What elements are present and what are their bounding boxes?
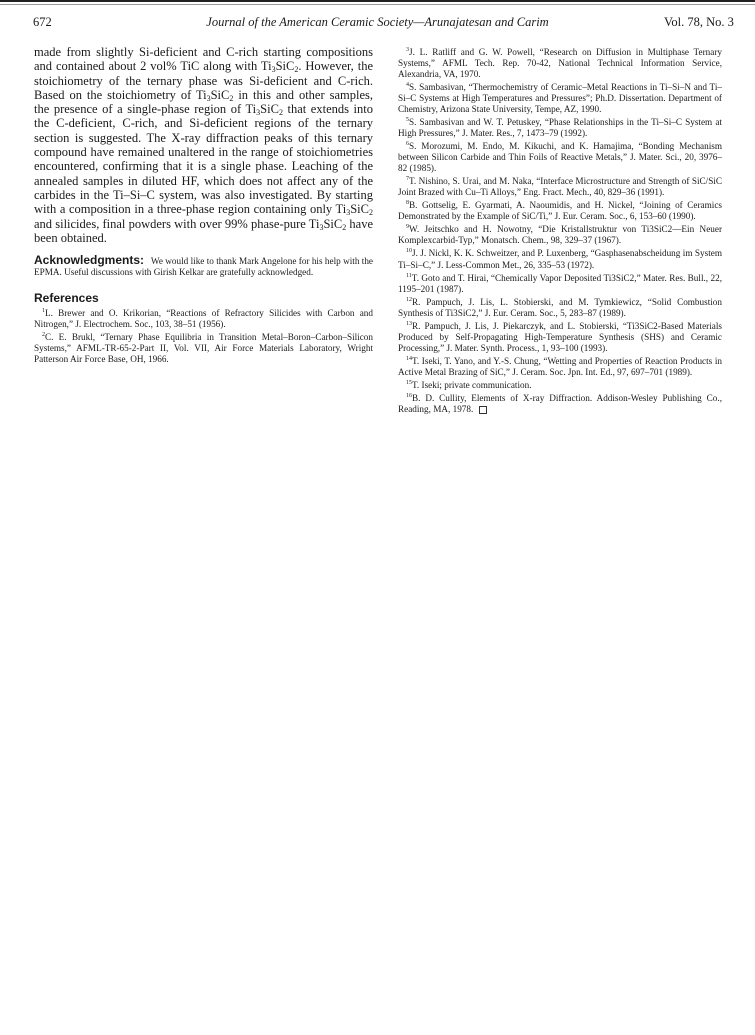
reference-text: J. L. Ratliff and G. W. Powell, “Research on Diffusion in Multiphase Ternary Systems,” AFML Tech. Rep. 70-42, National Technical Information Service, Alexandria, VA, 1970.	[398, 47, 722, 80]
reference-item	[398, 222, 722, 246]
reference-item	[398, 391, 722, 415]
reference-item	[398, 271, 722, 295]
reference-item	[398, 378, 722, 391]
reference-number: 1	[42, 308, 45, 315]
reference-list-left	[34, 306, 373, 365]
reference-item	[398, 319, 722, 354]
reference-text: T. Iseki; private communication.	[412, 379, 532, 390]
reference-number: 9	[406, 224, 409, 231]
reference-item	[398, 198, 722, 222]
reference-item	[398, 45, 722, 80]
reference-text: B. D. Cullity, Elements of X-ray Diffraction. Addison-Wesley Publishing Co., Reading, MA, 1978.	[398, 392, 722, 414]
reference-number: 7	[406, 176, 409, 183]
reference-text: T. Iseki, T. Yano, and Y.-S. Chung, “Wetting and Properties of Reaction Products in Active Metal Brazing of SiC,” J. Ceram. Soc. Jpn. Int. Ed., 97, 697–701 (1989).	[398, 355, 722, 377]
reference-number: 4	[406, 82, 409, 89]
reference-text: T. Goto and T. Hirai, “Chemically Vapor Deposited Ti3SiC2,” Mater. Res. Bull., 22, 1195–201 (1987).	[398, 272, 722, 294]
acknowledgments-text: We would like to thank Mark Angelone for his help with the EPMA. Useful discussions with Girish Kelkar are gratefully acknowledged.	[34, 256, 373, 278]
reference-text: C. E. Brukl, “Ternary Phase Equilibria in Transition Metal–Boron–Carbon–Silicon Systems,” AFML-TR-65-2-Part II, Vol. VII, Air Force Materials Laboratory, Wright Patterson Air Force Base, OH, 1966.	[34, 332, 373, 365]
reference-item	[398, 174, 722, 198]
end-of-article-mark	[479, 406, 487, 414]
reference-text: T. Nishino, S. Urai, and M. Naka, “Interface Microstructure and Strength of SiC/SiC Joint Brazed with Cu–Ti Alloys,” Eng. Fract. Mech., 40, 829–36 (1991).	[398, 176, 722, 198]
reference-item	[398, 139, 722, 174]
reference-list-right	[398, 45, 722, 415]
acknowledgments	[34, 255, 373, 278]
reference-number: 3	[406, 47, 409, 53]
body-paragraph: made from slightly Si-deficient and C-rich starting compositions and contained about 2 vol% TiC along with $Ti_3SiC_2$. However, the stoichiometry of the ternary phase was Si-deficient and C-rich. Based on the stoichiometry of $Ti_3SiC_2$ in this and other samples, the presence of a single-phase region of $Ti_3SiC_2$ that extends into the C-deficient, C-rich, and Si-deficient regions of the ternary section is suggested. The X-ray diffraction peaks of this ternary compound have remained unaltered in the range of stoichiometries encountered, confirming that it is a single phase. Leaching of the annealed samples in diluted HF, which does not affect any of the carbides in the Ti–Si–C system, was also investigated. By starting with a composition in a three-phase region containing only $Ti_3SiC_2$ and silicides, final powders with over 99% phase-pure $Ti_3SiC_2$ have been obtained.	[34, 45, 373, 245]
reference-item	[398, 115, 722, 139]
left-column	[34, 45, 373, 365]
reference-item	[398, 80, 722, 115]
references-heading: References	[34, 291, 99, 306]
reference-number: 10	[406, 248, 412, 255]
reference-text: L. Brewer and O. Krikorian, “Reactions of Refractory Silicides with Carbon and Nitrogen,” J. Electrochem. Soc., 103, 38–51 (1956).	[34, 308, 373, 330]
reference-text: W. Jeitschko and H. Nowotny, “Die Kristallstruktur von Ti3SiC2—Ein Neuer Komplexcarbid-Typ,” Monatsch. Chem., 98, 329–37 (1967).	[398, 224, 722, 246]
reference-text: R. Pampuch, J. Lis, L. Stobierski, and M. Tymkiewicz, “Solid Combustion Synthesis of Ti3SiC2,” J. Eur. Ceram. Soc., 5, 283–87 (1989).	[398, 296, 722, 318]
page-number: 672	[33, 15, 52, 29]
reference-number: 6	[406, 141, 409, 148]
reference-item	[34, 306, 373, 330]
reference-item	[398, 295, 722, 319]
reference-number: 16	[406, 392, 412, 399]
reference-number: 14	[406, 355, 412, 362]
volume-issue: Vol. 78, No. 3	[664, 15, 734, 29]
right-column	[398, 45, 722, 415]
reference-text: S. Sambasivan, “Thermochemistry of Ceramic–Metal Reactions in Ti–Si–N and Ti–Si–C Systems at High Temperatures and Pressures”; Ph.D. Dissertation. Department of Chemistry, Arizona State University, Tempe, AZ, 1990.	[398, 82, 722, 115]
reference-number: 11	[406, 272, 412, 279]
reference-number: 2	[42, 332, 45, 339]
acknowledgments-heading: Acknowledgments:	[34, 253, 145, 268]
top-rule-thin	[0, 4, 755, 5]
reference-number: 8	[406, 200, 409, 207]
reference-text: R. Pampuch, J. Lis, J. Piekarczyk, and L. Stobierski, “Ti3SiC2-Based Materials Produced by Self-Propagating High-Temperature Synthesis (SHS) and Ceramic Processing,” J. Mater. Synth. Process., 1, 93–100 (1993).	[398, 320, 722, 353]
reference-number: 5	[406, 117, 409, 124]
reference-text: B. Gottselig, E. Gyarmati, A. Naoumidis, and H. Nickel, “Joining of Ceramics Demonstrated by the Example of SiC/Ti,” J. Eur. Ceram. Soc., 6, 153–60 (1990).	[398, 200, 722, 222]
reference-number: 15	[406, 379, 412, 386]
reference-text: S. Morozumi, M. Endo, M. Kikuchi, and K. Hamajima, “Bonding Mechanism between Silicon Carbide and Thin Foils of Reactive Metals,” J. Mater. Sci., 20, 3976–82 (1985).	[398, 141, 722, 174]
reference-number: 12	[406, 296, 412, 303]
reference-text: J. J. Nickl, K. K. Schweitzer, and P. Luxenberg, “Gasphasenabscheidung im System Ti–Si–C,” J. Less-Common Met., 26, 335–53 (1972).	[398, 248, 722, 270]
reference-item	[398, 246, 722, 270]
top-rule	[0, 0, 755, 2]
running-header-journal: Journal of the American Ceramic Society—Arunajatesan and Carim	[206, 15, 549, 29]
reference-text: S. Sambasivan and W. T. Petuskey, “Phase Relationships in the Ti–Si–C System at High Pressures,” J. Mater. Res., 7, 1473–79 (1992).	[398, 117, 722, 139]
reference-item	[34, 330, 373, 365]
reference-number: 13	[406, 320, 412, 327]
reference-item	[398, 354, 722, 378]
